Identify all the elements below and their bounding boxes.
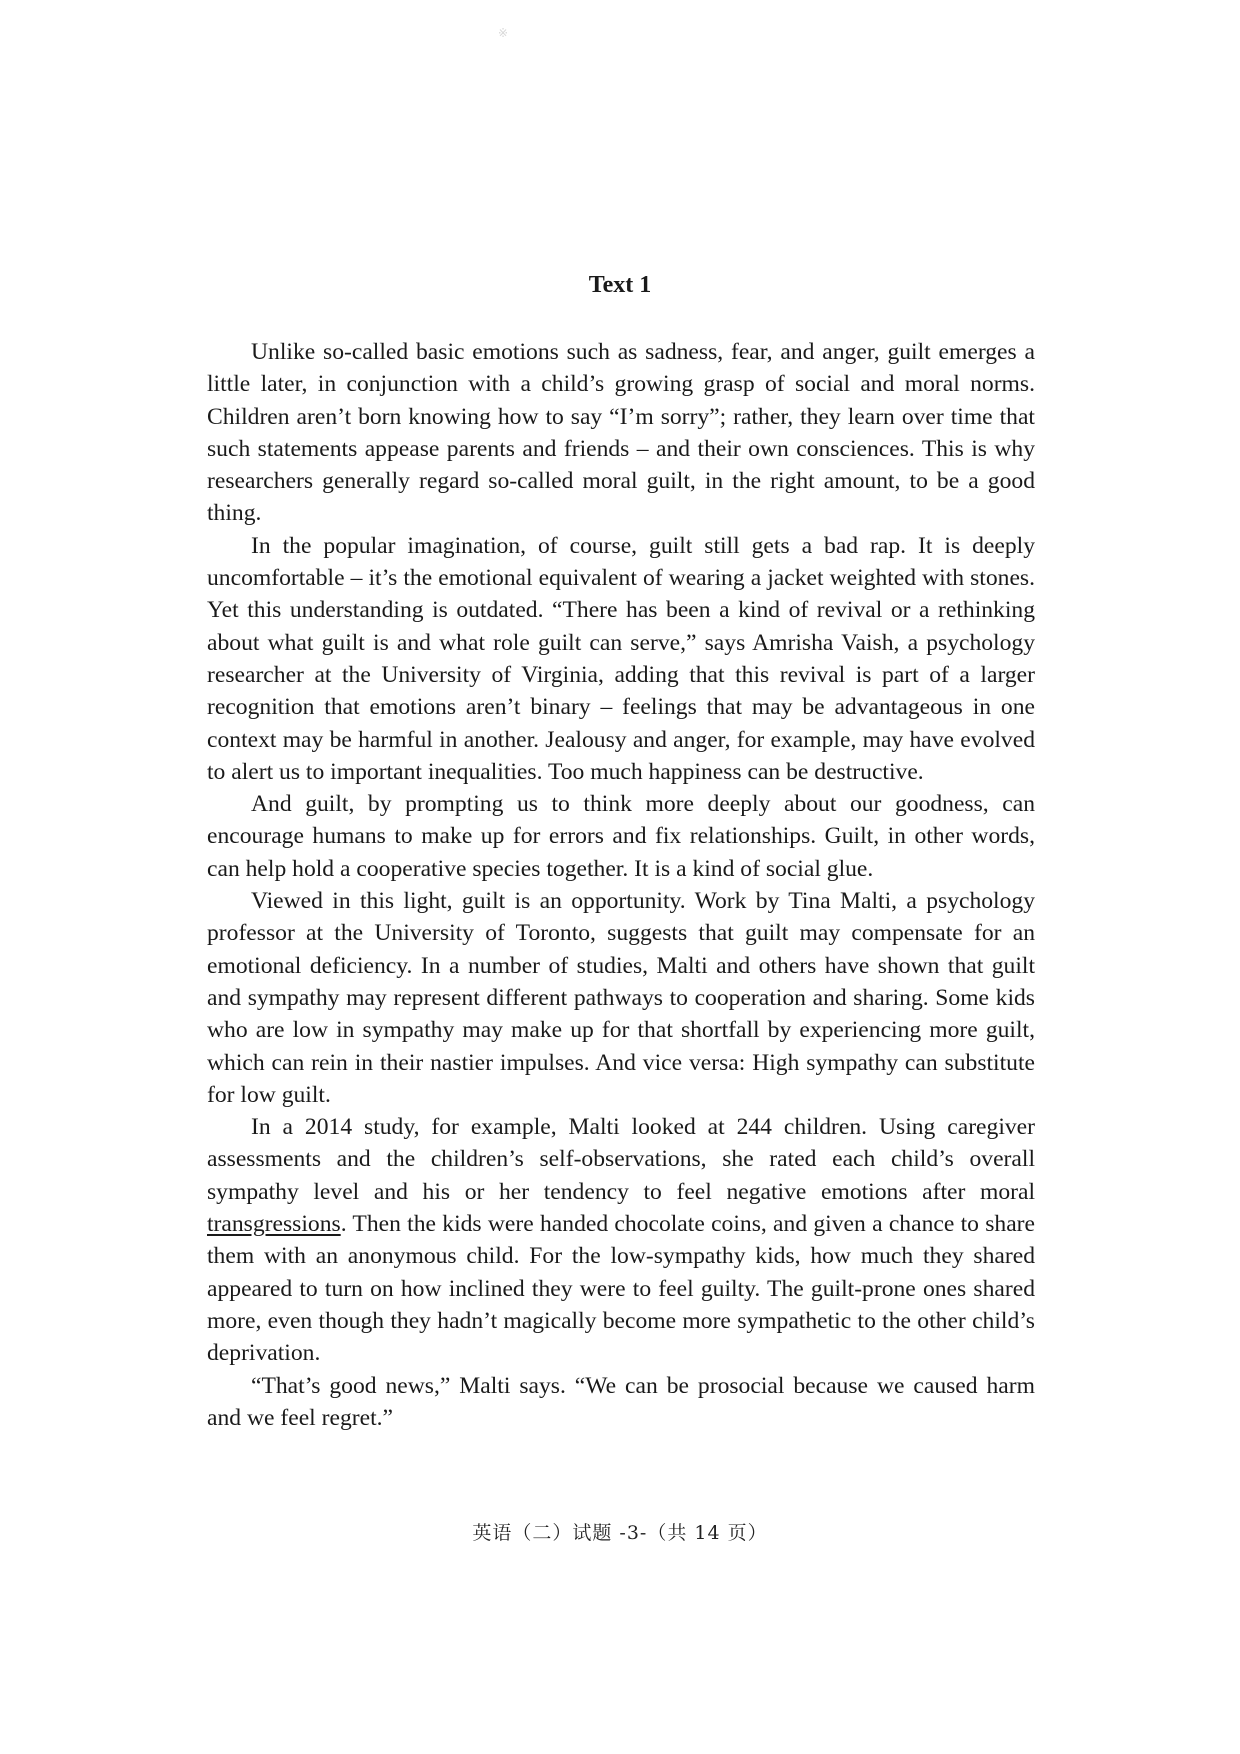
- underlined-word: transgressions: [207, 1211, 341, 1238]
- paragraph-3: And guilt, by prompting us to think more deeply about our goodness, can encourage humans to make up for errors and fix relationships. Guilt, in other words, can help hold a cooperative species together. It is a kind of social glue.: [207, 791, 1035, 882]
- page-footer: 英语（二）试题 -3-（共 14 页）: [472, 1522, 768, 1544]
- paragraph-4: Viewed in this light, guilt is an opportunity. Work by Tina Malti, a psychology professor at the University of Toronto, suggests that guilt may compensate for an emotional deficiency. In a number of studies, Malti and others have shown that guilt and sympathy may represent different pathways to cooperation and sharing. Some kids who are low in sympathy may make up for that shortfall by experiencing more guilt, which can rein in their nastier impulses. And vice versa: High sympathy can substitute for low guilt.: [207, 888, 1035, 1108]
- page-title: Text 1: [588, 272, 652, 298]
- paragraph-5-lead: In a 2014 study, for example, Malti looked at 244 children. Using caregiver assessments and the children’s self-observations, she rated each child’s overall sympathy level and his or her tendency to feel negative emotions after moral: [207, 1114, 1035, 1205]
- paragraph-5: [207, 1111, 1035, 1369]
- header-mark: ※: [498, 26, 509, 40]
- paragraph-6: “That’s good news,” Malti says. “We can be prosocial because we caused harm and we feel regret.”: [207, 1372, 1035, 1431]
- paragraph-5-rest: . Then the kids were handed chocolate coins, and given a chance to share them with an anonymous child. For the low-sympathy kids, how much they shared appeared to turn on how inclined they were to feel guilty. The guilt-prone ones shared more, even though they hadn’t magically become more sympathetic to the other child’s deprivation.: [207, 1211, 1035, 1367]
- paragraph-2: In the popular imagination, of course, guilt still gets a bad rap. It is deeply uncomfortable – it’s the emotional equivalent of wearing a jacket weighted with stones. Yet this understanding is outdated. “There has been a kind of revival or a rethinking about what guilt is and what role guilt can serve,” says Amrisha Vaish, a psychology researcher at the University of Virginia, adding that this revival is part of a larger recognition that emotions aren’t binary – feelings that may be advantageous in one context may be harmful in another. Jealousy and anger, for example, may have evolved to alert us to important inequalities. Too much happiness can be destructive.: [207, 532, 1035, 785]
- passage-body: [207, 336, 1035, 1434]
- paragraph-1: Unlike so-called basic emotions such as sadness, fear, and anger, guilt emerges a little later, in conjunction with a child’s growing grasp of social and moral norms. Children aren’t born knowing how to say “I’m sorry”; rather, they learn over time that such statements appease parents and friends – and their own consciences. This is why researchers generally regard so-called moral guilt, in the right amount, to be a good thing.: [207, 339, 1035, 527]
